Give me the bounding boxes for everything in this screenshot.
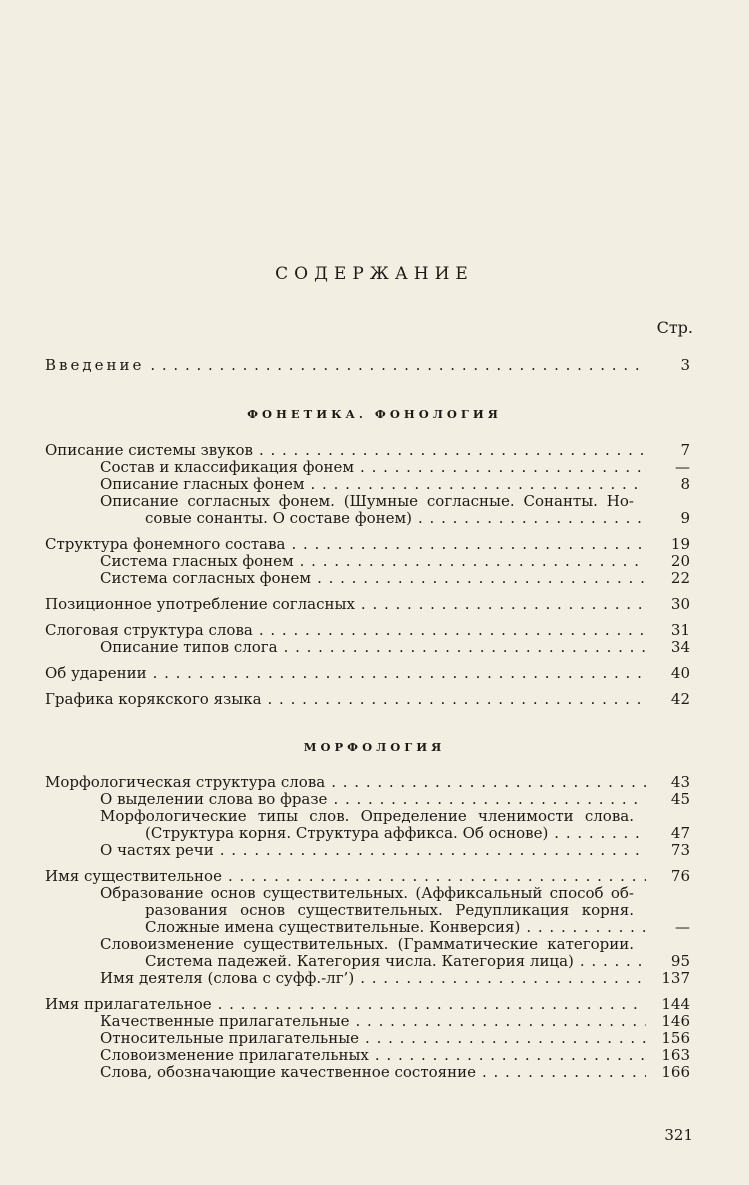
- leader-dots: [580, 953, 646, 970]
- toc-entry-page: —: [675, 918, 690, 936]
- leader-dots: [482, 1064, 646, 1081]
- toc-intro: [45, 357, 690, 374]
- toc-entry-page: 34: [670, 638, 690, 656]
- toc-entry-page: 76: [670, 867, 690, 885]
- toc-entry-page: 22: [670, 569, 690, 587]
- toc-entry-title-continued: совые сонанты. О составе фонем): [145, 509, 412, 527]
- toc-entry-title: Система гласных фонем: [100, 552, 294, 570]
- leader-dots: [365, 1030, 646, 1047]
- toc-entry-title: Морфологические типы слов. Определение членимости слова.: [100, 807, 634, 825]
- toc-entry-page: 3: [680, 356, 690, 374]
- toc-entry-page: 43: [670, 773, 690, 791]
- leader-dots: [361, 596, 646, 613]
- leader-dots: [360, 459, 646, 476]
- toc-entry-title: Описание согласных фонем. (Шумные согласные. Сонанты. Но-: [100, 492, 634, 510]
- toc-entry-title: Описание гласных фонем: [100, 475, 305, 493]
- toc-entry-page: 156: [661, 1029, 690, 1047]
- leader-dots: [220, 842, 646, 859]
- leader-dots: [284, 639, 646, 656]
- toc-morphology: [45, 774, 690, 1081]
- leader-dots: [259, 622, 646, 639]
- toc-entry-page: 146: [661, 1012, 690, 1030]
- leader-dots: [150, 357, 646, 374]
- toc-entry-page: 9: [680, 509, 690, 527]
- toc-entry-title: Графика корякского языка: [45, 690, 262, 708]
- toc-entry-title: Система согласных фонем: [100, 569, 312, 587]
- toc-entry-title: Словоизменение существительных. (Грамматические категории.: [100, 935, 634, 953]
- toc-entry-title: Имя прилагательное: [45, 995, 212, 1013]
- toc-entry-page: 31: [670, 621, 690, 639]
- toc-entry-page: 166: [661, 1063, 690, 1081]
- toc-entry-page: 40: [670, 664, 690, 682]
- toc-entry-page: 42: [670, 690, 690, 708]
- toc-entry-page: 137: [661, 969, 690, 987]
- leader-dots: [300, 553, 646, 570]
- toc-entry-page: 163: [661, 1046, 690, 1064]
- toc-entry-title: Морфологическая структура слова: [45, 773, 326, 791]
- toc-entry-title: Относительные прилагательные: [100, 1029, 360, 1047]
- toc-entry-title: О частях речи: [100, 841, 214, 859]
- leader-dots: [291, 536, 646, 553]
- page-number: 321: [664, 1126, 693, 1144]
- leader-dots: [526, 919, 646, 936]
- toc-entry-title: Состав и классификация фонем: [100, 458, 355, 476]
- toc-entry-page: 73: [670, 841, 690, 859]
- toc-entry-title-continued: Сложные имена существительные. Конверсия): [145, 918, 521, 936]
- toc-entry-title: Имя деятеля (слова с суфф.-лг’): [100, 969, 355, 987]
- leader-dots: [317, 570, 646, 587]
- leader-dots: [333, 791, 646, 808]
- leader-dots: [331, 774, 646, 791]
- toc-entry-page: 19: [670, 535, 690, 553]
- leader-dots: [554, 825, 646, 842]
- toc-entry-title: Имя существительное: [45, 867, 222, 885]
- toc-entry-title-continued: разования основ существительных. Редупликация корня.: [145, 901, 634, 919]
- toc-phonetics: [45, 442, 690, 708]
- toc-entry-page: 45: [670, 790, 690, 808]
- toc-entry-page: 8: [680, 475, 690, 493]
- toc-entry-page: 144: [661, 995, 690, 1013]
- leader-dots: [218, 996, 646, 1013]
- toc-entry-title: Слова, обозначающие качественное состояние: [100, 1063, 476, 1081]
- toc-entry-title: О выделении слова во фразе: [100, 790, 328, 808]
- toc-entry-page: 30: [670, 595, 690, 613]
- toc-entry-title: Структура фонемного состава: [45, 535, 286, 553]
- toc-entry-page: 7: [680, 441, 690, 459]
- leader-dots: [268, 691, 646, 708]
- toc-entry-page: 95: [670, 952, 690, 970]
- toc-entry-title: Об ударении: [45, 664, 147, 682]
- toc-entry-title: Слоговая структура слова: [45, 621, 253, 639]
- toc-entry-title: Описание системы звуков: [45, 441, 253, 459]
- toc-entry-title: Описание типов слога: [100, 638, 278, 656]
- toc-entry[interactable]: [45, 357, 690, 374]
- section-heading-morphology: МОРФОЛОГИЯ: [303, 740, 446, 754]
- leader-dots: [259, 442, 646, 459]
- leader-dots: [153, 665, 646, 682]
- leader-dots: [356, 1013, 647, 1030]
- toc-entry-title: Качественные прилагательные: [100, 1012, 350, 1030]
- toc-entry-page: 47: [670, 824, 690, 842]
- toc-entry-page: 20: [670, 552, 690, 570]
- toc-entry-title: Образование основ существительных. (Аффиксальный способ об-: [100, 884, 634, 902]
- leader-dots: [228, 868, 646, 885]
- toc-entry-page: —: [675, 458, 690, 476]
- toc-entry-title: Позиционное употребление согласных: [45, 595, 355, 613]
- page-column-label: Стр.: [656, 318, 693, 337]
- leader-dots: [418, 510, 646, 527]
- section-heading-phonetics: ФОНЕТИКА. ФОНОЛОГИЯ: [247, 407, 502, 421]
- leader-dots: [311, 476, 647, 493]
- toc-entry-title: Введение: [45, 356, 145, 374]
- leader-dots: [375, 1047, 646, 1064]
- leader-dots: [360, 970, 646, 987]
- toc-entry-title: Словоизменение прилагательных: [100, 1046, 369, 1064]
- toc-entry-title-continued: (Структура корня. Структура аффикса. Об основе): [145, 824, 549, 842]
- toc-entry-title-continued: Система падежей. Категория числа. Категория лица): [145, 952, 574, 970]
- page-title: СОДЕРЖАНИЕ: [275, 264, 474, 284]
